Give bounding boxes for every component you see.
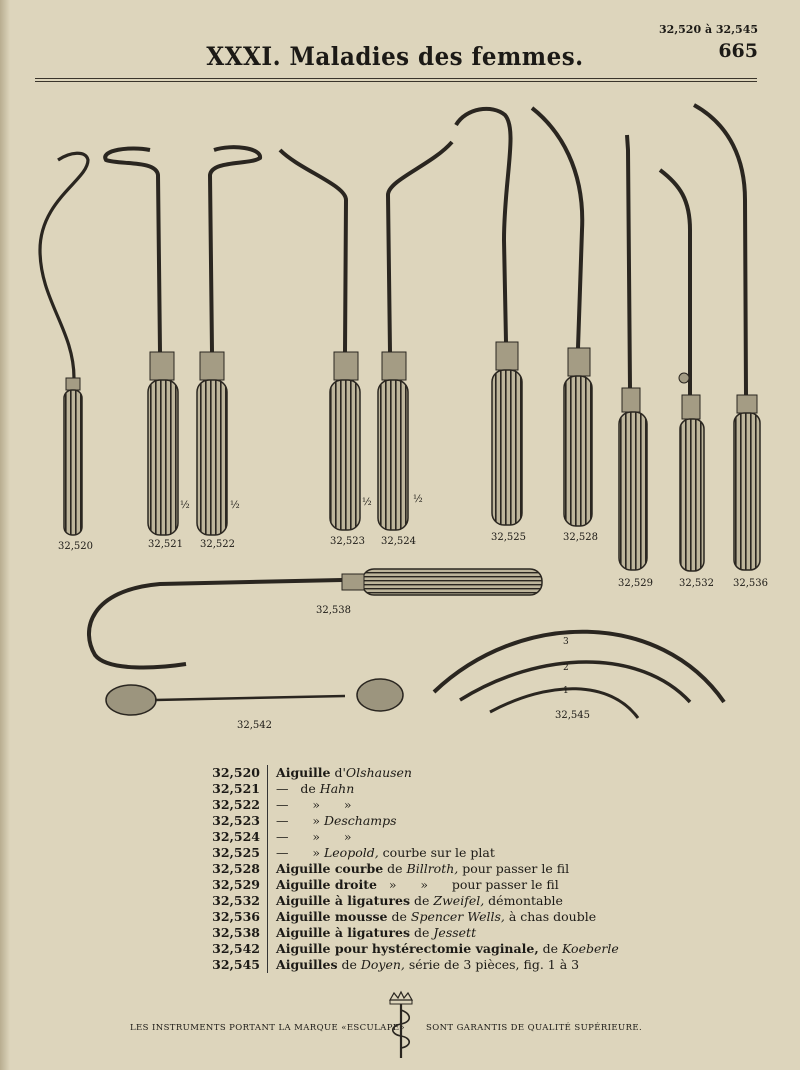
legend-bold-part: Aiguille à ligatures	[276, 893, 411, 908]
legend-italic-part: Spencer Wells,	[410, 909, 505, 924]
scale-fraction: ½	[180, 500, 190, 511]
figure-label: 32,522	[200, 539, 235, 550]
legend-item-number: 32,521	[210, 781, 268, 797]
legend-item-number: 32,529	[210, 877, 268, 893]
legend-row	[210, 765, 630, 781]
legend-row	[210, 909, 630, 925]
legend-italic-part: Billroth,	[406, 861, 459, 876]
figure-label: 32,523	[330, 536, 365, 547]
footer-right-text: SONT GARANTIS DE QUALITÉ SUPÉRIEURE.	[426, 1023, 643, 1033]
instrument-32529	[619, 135, 647, 570]
legend-bold-part: Aiguilles	[276, 957, 338, 972]
instrument-32528	[532, 108, 592, 526]
legend-plain-part: de	[337, 957, 361, 972]
legend-plain-part: de	[410, 925, 434, 940]
legend-row	[210, 861, 630, 877]
legend-plain-part: — de	[276, 781, 320, 796]
legend-plain-part: de	[538, 941, 563, 956]
scale-fraction: ½	[362, 497, 372, 508]
figure-label: 32,532	[679, 578, 714, 589]
figure-label: 32,542	[237, 720, 272, 731]
figure-label: 32,525	[491, 532, 526, 543]
legend-item-description	[268, 861, 569, 877]
legend-plain-part: — » »	[276, 829, 352, 844]
legend-row	[210, 781, 630, 797]
instrument-32522	[197, 147, 260, 535]
legend-plain-part: de	[387, 909, 411, 924]
legend-bold-part: Aiguille droite	[276, 877, 377, 892]
legend-row	[210, 893, 630, 909]
needle-number: 1	[563, 686, 569, 696]
legend-item-number: 32,528	[210, 861, 268, 877]
legend-item-description	[268, 957, 579, 973]
legend-item-number: 32,523	[210, 813, 268, 829]
legend-item-description	[268, 925, 476, 941]
figure-label: 32,529	[618, 578, 653, 589]
legend-plain-part: courbe sur le plat	[378, 845, 495, 860]
legend-italic-part: Koeberle	[562, 941, 619, 956]
figure-label: 32,536	[733, 578, 768, 589]
legend-italic-part: Deschamps	[323, 813, 397, 828]
instrument-32538	[89, 569, 542, 667]
legend-plain-part: » » pour passer le fil	[376, 877, 559, 892]
legend-bold-part: Aiguille à ligatures	[276, 925, 411, 940]
page-number: 665	[718, 40, 758, 62]
legend-bold-part: Aiguille pour hystérectomie vaginale,	[276, 941, 539, 956]
legend-italic-part: Leopold,	[323, 845, 379, 860]
legend-item-number: 32,538	[210, 925, 268, 941]
legend-row	[210, 925, 630, 941]
instrument-32524	[378, 142, 452, 530]
legend-plain-part: à chas double	[504, 909, 597, 924]
legend-item-description	[268, 909, 596, 925]
legend-row	[210, 845, 630, 861]
instrument-32545	[434, 632, 724, 718]
legend-italic-part: Olshausen	[345, 765, 412, 780]
footer-left-text: LES INSTRUMENTS PORTANT LA MARQUE «ESCULAPE»	[130, 1023, 406, 1033]
legend-item-description	[268, 781, 354, 797]
esculape-caduceus-icon	[384, 990, 418, 1060]
scale-fraction: ½	[230, 500, 240, 511]
instrument-32525	[456, 109, 522, 525]
legend-item-description	[268, 829, 351, 845]
figure-label: 32,528	[563, 532, 598, 543]
legend-plain-part: série de 3 pièces, fig. 1 à 3	[404, 957, 580, 972]
figure-label: 32,538	[316, 605, 351, 616]
legend-italic-part: Hahn	[319, 781, 355, 796]
figure-label: 32,524	[381, 536, 416, 547]
legend-plain-part: d'	[330, 765, 346, 780]
legend-item-number: 32,542	[210, 941, 268, 957]
needle-number: 2	[563, 663, 569, 673]
legend-row	[210, 813, 630, 829]
legend-row	[210, 877, 630, 893]
figure-label: 32,520	[58, 541, 93, 552]
legend-row	[210, 797, 630, 813]
legend-plain-part: de	[383, 861, 407, 876]
legend-item-number: 32,536	[210, 909, 268, 925]
item-range: 32,520 à 32,545	[659, 23, 758, 36]
legend-italic-part: Doyen,	[360, 957, 405, 972]
legend-item-description	[268, 765, 412, 781]
legend-plain-part: — »	[276, 845, 324, 860]
legend-item-number: 32,522	[210, 797, 268, 813]
figure-label: 32,521	[148, 539, 183, 550]
scale-fraction: ½	[413, 494, 423, 505]
needle-number: 3	[563, 637, 569, 647]
legend-row	[210, 941, 630, 957]
legend-bold-part: Aiguille mousse	[276, 909, 388, 924]
legend-item-number: 32,545	[210, 957, 268, 973]
legend-item-number: 32,525	[210, 845, 268, 861]
legend-plain-part: pour passer le fil	[458, 861, 570, 876]
legend-item-number: 32,524	[210, 829, 268, 845]
legend-item-description	[268, 877, 559, 893]
legend-item-description	[268, 941, 619, 957]
legend-row	[210, 829, 630, 845]
legend-plain-part: de	[410, 893, 434, 908]
legend-bold-part: Aiguille courbe	[276, 861, 384, 876]
legend-item-number: 32,532	[210, 893, 268, 909]
page-title: XXXI. Maladies des femmes.	[206, 42, 584, 71]
legend-item-number: 32,520	[210, 765, 268, 781]
legend-italic-part: Jessett	[433, 925, 477, 940]
legend-plain-part: démontable	[484, 893, 563, 908]
legend-item-description	[268, 813, 397, 829]
instrument-32520	[40, 153, 88, 535]
instrument-32542	[106, 679, 403, 715]
legend-item-description	[268, 893, 563, 909]
legend-plain-part: — » »	[276, 797, 352, 812]
legend-row	[210, 957, 630, 973]
instrument-32523	[280, 150, 360, 530]
instrument-32532	[660, 170, 704, 571]
instrument-32521	[105, 148, 178, 535]
legend-item-description	[268, 797, 351, 813]
legend-bold-part: Aiguille	[276, 765, 331, 780]
legend-item-description	[268, 845, 495, 861]
item-legend	[210, 765, 630, 973]
legend-italic-part: Zweifel,	[433, 893, 485, 908]
figure-label: 32,545	[555, 710, 590, 721]
legend-plain-part: — »	[276, 813, 324, 828]
